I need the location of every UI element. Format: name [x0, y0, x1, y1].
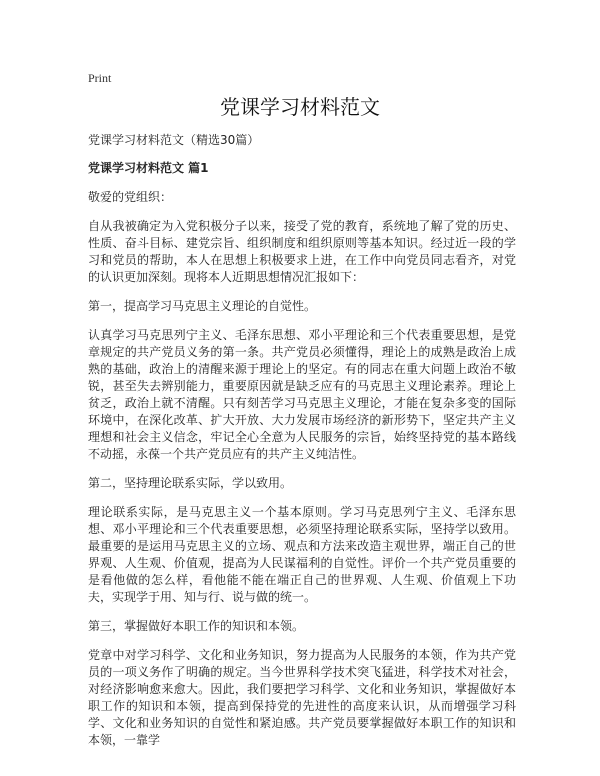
paragraph-point-2: 理论联系实际，是马克思主义一个基本原则。学习马克思列宁主义、毛泽东思想、邓小平理论和三个代表重要思想，必须坚持理论联系实际，坚持学以致用。最重要的是运用马克思主义的立场、观点和方法来改造主观世界，端正自己的世界观、人生观、价值观，提高为人民谋福利的自觉性。评价一个共产党员重要的是看他做的怎么样，看他能不能在端正自己的世界观、人生观、价值观上下功夫，实现学于用、知与行、说与做的统一。 [88, 505, 516, 604]
paragraph-point-1: 认真学习马克思列宁主义、毛泽东思想、邓小平理论和三个代表重要思想，是党章规定的共产党员义务的第一条。共产党员必须懂得，理论上的成熟是政治上成熟的基础，政治上的清醒来源于理论上的坚定。有的同志在重大问题上政治不敏锐，甚至失去辨别能力，重要原因就是缺乏应有的马克思主义理论素养。理论上贫乏，政治上就不清醒。只有刻苦学习马克思主义理论，才能在复杂多变的国际环境中，在深化改革、扩大开放、大力发展市场经济的新形势下，坚定共产主义理想和社会主义信念，牢记全心全意为人民服务的宗旨，始终坚持党的基本路线不动摇，永葆一个共产党员应有的共产主义纯洁性。 [88, 328, 516, 461]
document-body [88, 132, 516, 761]
point-heading-1: 第一，提高学习马克思主义理论的自觉性。 [88, 299, 317, 313]
section-title: 党课学习材料范文 篇1 [88, 161, 209, 175]
print-label: Print [88, 71, 112, 85]
document-title: 党课学习材料范文 [220, 95, 380, 119]
paragraph-intro: 自从我被确定为入党积极分子以来，接受了党的教育，系统地了解了党的历史、性质、奋斗目标、建党宗旨、组织制度和组织原则等基本知识。经过近一段的学习和党员的帮助，本人在思想上积极要求上进，在工作中向党员同志看齐，对党的认识更加深刻。现将本人近期思想情况汇报如下： [88, 219, 516, 284]
point-heading-2: 第二，坚持理论联系实际，学以致用。 [88, 476, 293, 490]
point-heading-3: 第三，掌握做好本职工作的知识和本领。 [88, 619, 305, 633]
document-subtitle: 党课学习材料范文（精选30篇） [88, 133, 260, 147]
paragraph-point-3: 党章中对学习科学、文化和业务知识，努力提高为人民服务的本领，作为共产党员的一项义务作了明确的规定。当今世界科学技术突飞猛进，科学技术对社会，对经济影响愈来愈大。因此，我们要把学习科学、文化和业务知识，掌握做好本职工作的知识和本领，提高到保持党的先进性的高度来认识，从而增强学习科学、文化和业务知识的自觉性和紧迫感。共产党员要掌握做好本职工作的知识和本领，一靠学 [88, 648, 516, 747]
salutation: 敬爱的党组织： [88, 190, 173, 204]
